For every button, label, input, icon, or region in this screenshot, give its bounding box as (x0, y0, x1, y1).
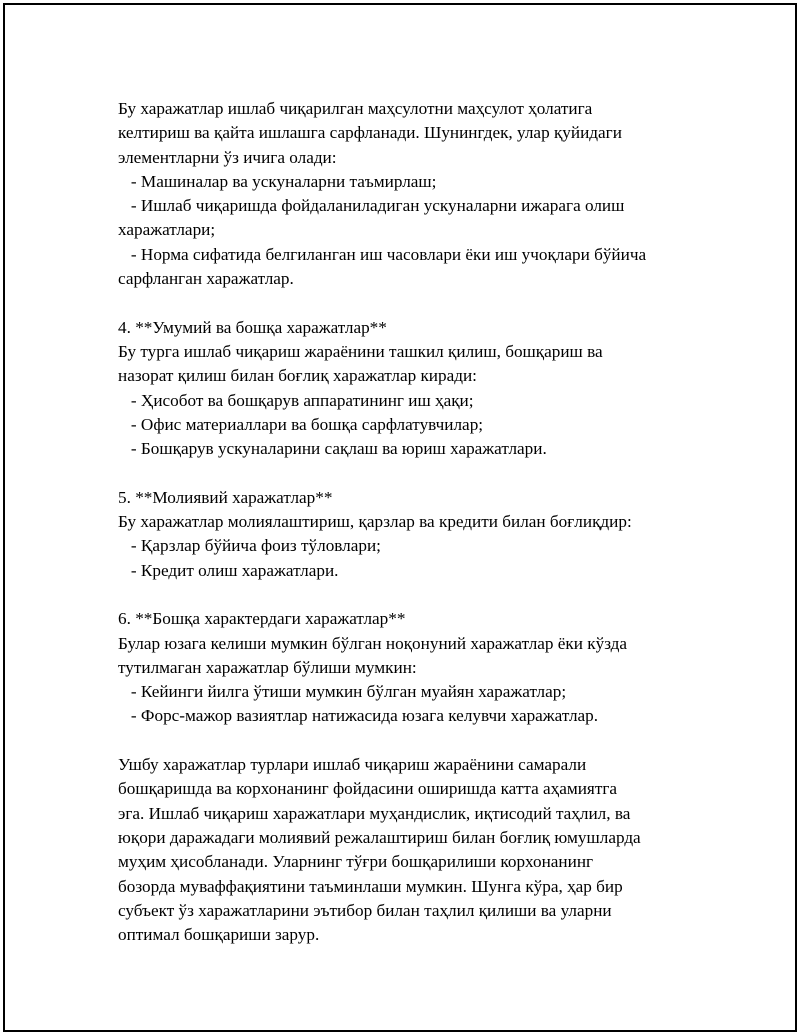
list-item: - Норма сифатида белгиланган иш часовлари ёки иш учоқлари бўйича (118, 244, 647, 264)
list-item: - Ишлаб чиқаришда фойдаланиладиган ускуналарни ижарага олиш (118, 196, 625, 216)
text-line: юқори даражадаги молиявий режалаштириш билан боғлиқ юмушларда (118, 827, 641, 847)
list-item: - Кредит олиш харажатлари. (118, 560, 339, 580)
list-item: - Ҳисобот ва бошқарув аппаратининг иш ҳақи; (118, 390, 474, 410)
paragraph-gap (118, 291, 718, 315)
text-line: субъект ўз харажатларини эътибор билан таҳлил қилиши ва уларни (118, 900, 612, 920)
text-line: Бу харажатлар ишлаб чиқарилган маҳсулотни маҳсулот ҳолатига (118, 99, 593, 118)
section-heading: 4. **Умумий ва бошқа харажатлар** (118, 317, 387, 337)
document-body (118, 97, 718, 947)
text-line: Бу харажатлар молиялаштириш, қарзлар ва кредити билан боғлиқдир: (118, 512, 632, 532)
section-4 (118, 316, 718, 462)
list-item: - Офис материаллари ва бошқа сарфлатувчилар; (118, 414, 484, 434)
text-line: тутилмаган харажатлар бўлиши мумкин: (118, 657, 417, 677)
text-line: оптимал бошқариши зарур. (118, 925, 320, 945)
text-line: Булар юзага келиши мумкин бўлган ноқонуний харажатлар ёки кўзда (118, 633, 628, 653)
text-line: назорат қилиш билан боғлиқ харажатлар киради: (118, 366, 477, 386)
section-5 (118, 486, 718, 583)
text-line: элементларни ўз ичига олади: (118, 147, 337, 167)
list-item: - Қарзлар бўйича фоиз тўловлари; (118, 536, 381, 556)
text-line: бошқаришда ва корхонанинг фойдасини оширишда катта аҳамиятга (118, 779, 618, 799)
list-item: - Машиналар ва ускуналарни таъмирлаш; (118, 171, 437, 191)
text-line: харажатлари; (118, 220, 216, 240)
conclusion-paragraph (118, 753, 718, 947)
section-6 (118, 607, 718, 728)
list-item: - Бошқарув ускуналарини сақлаш ва юриш харажатлари. (118, 439, 547, 459)
document-page (3, 3, 797, 1032)
paragraph-gap (118, 729, 718, 753)
text-line: келтириш ва қайта ишлашга сарфланади. Шунингдек, улар қуйидаги (118, 123, 622, 143)
paragraph-gap (118, 583, 718, 607)
text-line: Ушбу харажатлар турлари ишлаб чиқариш жараёнини самарали (118, 755, 587, 775)
intro-paragraph (118, 97, 718, 291)
text-line: эга. Ишлаб чиқариш харажатлари муҳандислик, иқтисодий таҳлил, ва (118, 803, 631, 823)
paragraph-gap (118, 461, 718, 485)
text-line: сарфланган харажатлар. (118, 269, 294, 289)
list-item: - Кейинги йилга ўтиши мумкин бўлган муайян харажатлар; (118, 682, 567, 702)
text-line: муҳим ҳисобланади. Уларнинг тўғри бошқарилиши корхонанинг (118, 852, 594, 872)
section-heading: 5. **Молиявий харажатлар** (118, 487, 333, 507)
list-item: - Форс-мажор вазиятлар натижасида юзага келувчи харажатлар. (118, 706, 599, 726)
text-line: Бу турга ишлаб чиқариш жараёнини ташкил қилиш, бошқариш ва (118, 341, 603, 361)
text-line: бозорда муваффақиятини таъминлаши мумкин. Шунга кўра, ҳар бир (118, 876, 623, 896)
section-heading: 6. **Бошқа характердаги харажатлар** (118, 609, 406, 629)
